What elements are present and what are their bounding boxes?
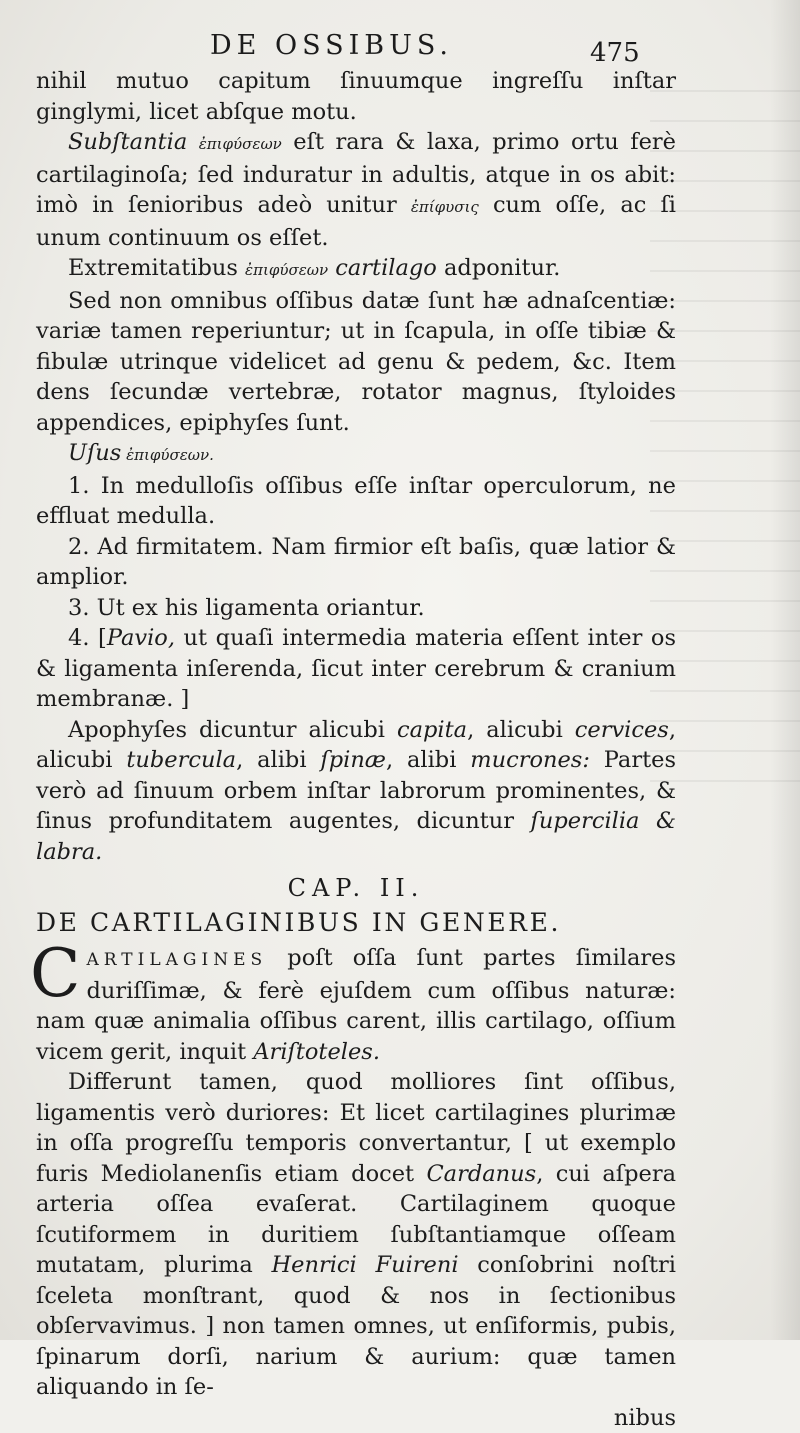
paragraph-4: Sed non omnibus oſſibus datæ ſunt hæ adnaſcentiæ: variæ tamen reperiuntur; ut in ſcapula, in oſſe tibiæ & fibulæ utrinque videlicet ad genu & pedem, &c. Item dens ſecundæ vertebræ, rotator magnus, ſtyloides appendices, epiphyſes ſunt. [36,286,676,439]
italic-term: mucrones: [470,747,590,773]
drop-cap: C [30,947,81,1003]
italic-term: ſupercilia & labra. [36,808,676,865]
paragraph-8 [36,1067,676,1403]
list-item-1: 1. In medulloſis oſſibus eſſe inſtar operculorum, ne effluat medulla. [36,471,676,532]
list-item-4 [36,623,676,715]
text-run: conſobrini noſtri ſceleta monſtrant, quod & nos in ſectionibus obſervavimus. ] non tamen omnes, ut enſiformis, pubis, ſpinarum dorſi, narium & aurium: quæ tamen aliquando in ſe- [36,1252,676,1400]
text-run: adponitur. [437,255,561,281]
text-run: Extremitatibus [68,255,245,281]
text-run: , alibi [386,747,470,773]
italic-term: Subſtantia [68,129,187,155]
text-run: 4. [ [68,625,107,651]
italic-term: cartilago [328,255,437,281]
text-run: poſt oſſa ſunt partes ſimilares duriſſimæ, & ferè ejuſdem cum oſſibus naturæ: nam quæ animalia oſſibus carent, illis cartilago, oſſium vicem gerit, inquit [36,945,676,1065]
paragraph-7 [36,943,676,1067]
running-head: DE OSSIBUS. [210,30,453,61]
text-run: , alicubi [36,717,676,774]
paragraph-5 [36,438,676,471]
italic-term: capita [397,717,467,743]
text-run: eſt rara & laxa, primo ortu ferè cartilaginoſa; ſed induratur in adultis, atque in os abit: imò in ſenioribus adeò unitur [36,129,676,218]
text-block [36,66,676,1433]
greek-term: ἐπίφυσις [411,198,479,216]
chapter-title: DE CARTILAGINIBUS IN GENERE. [36,905,676,941]
greek-term: ἐπιφύσεων. [121,446,214,464]
list-item-2: 2. Ad firmitatem. Nam firmior eſt baſis, quæ latior & amplior. [36,532,676,593]
italic-term: cervices [575,717,669,743]
text-run: , cui aſpera arteria oſſea evaſerat. Cartilaginem quoque ſcutiformem in duritiem ſubſtantiamque oſſeam mutatam, plurima [36,1161,676,1279]
italic-term: Ariſtoteles. [253,1039,380,1065]
italic-term: Uſus [68,440,121,466]
page-header [0,26,800,66]
paragraph-3 [36,253,676,286]
paragraph-2 [36,127,676,253]
italic-term: Cardanus [426,1161,536,1187]
paragraph-1: nihil mutuo capitum ſinuumque ingreſſu inſtar ginglymi, licet abſque motu. [36,66,676,127]
list-item-3: 3. Ut ex his ligamenta oriantur. [36,593,676,624]
small-caps-word: ARTILAGINES [87,950,268,970]
italic-term: Pavio, [107,625,175,651]
page-edge-shadow [770,0,800,1340]
text-run: Differunt tamen, quod molliores ſint oſſibus, ligamentis verò duriores: Et licet cartilagines plurimæ in oſſa progreſſu temporis convertantur, [ ut exemplo furis Mediolanenſis etiam docet [36,1069,676,1187]
greek-term: ἐπιφύσεων [245,261,328,279]
chapter-number: CAP. II. [36,871,676,905]
text-run: , alibi [236,747,320,773]
text-run: ut quaſi intermedia materia eſſent inter os & ligamenta inſerenda, ſicut inter cerebrum & cranium membranæ. ] [36,625,676,712]
text-run: , alicubi [467,717,575,743]
paragraph-6 [36,715,676,868]
page-number: 475 [590,38,640,68]
italic-term: Henrici Fuireni [272,1252,459,1278]
italic-term: tubercula [126,747,236,773]
text-run: Partes verò ad ſinuum orbem inſtar labrorum prominentes, & ſinus profunditatem augentes, dicuntur [36,747,676,834]
text-run: cum oſſe, ac ſi unum continuum os eſſet. [36,192,676,251]
greek-term: ἐπιφύσεων [199,135,282,153]
catchword: nibus [36,1403,676,1433]
text-run: Apophyſes dicuntur alicubi [68,717,397,743]
italic-term: ſpinæ [320,747,386,773]
